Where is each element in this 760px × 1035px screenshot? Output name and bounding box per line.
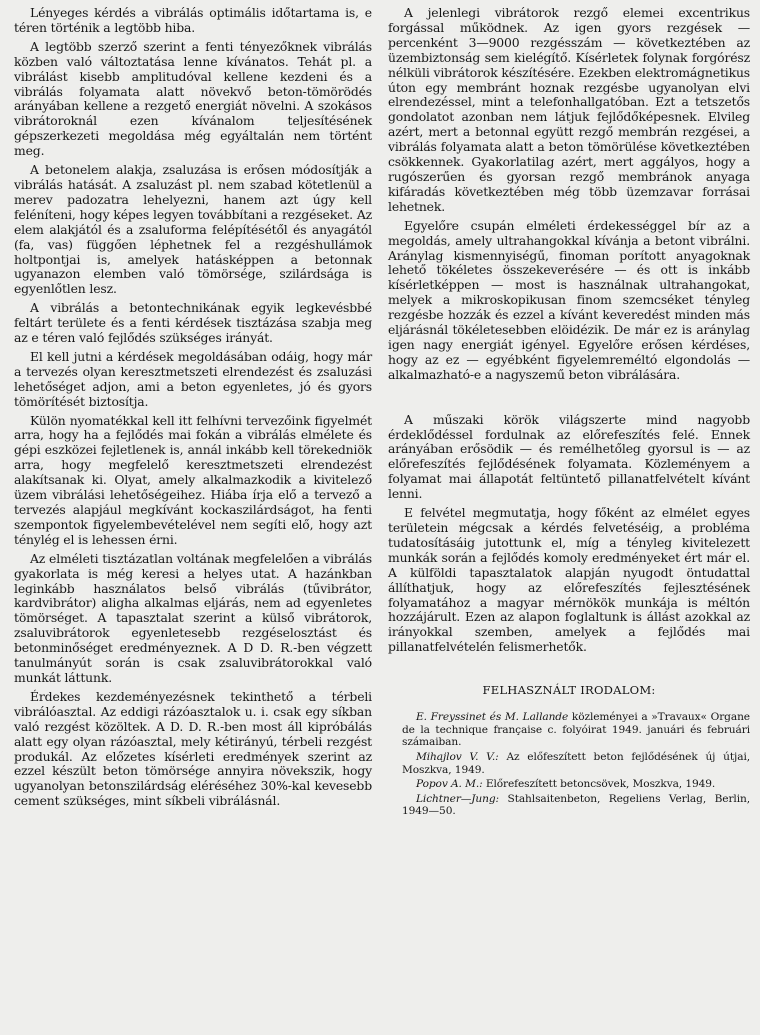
paragraph: A vibrálás a betontechnikának egyik legkevésbbé feltárt területe és a fenti kérdések tisztázása szabja meg az e téren való fejlődés szükséges irányát.: [14, 300, 372, 346]
reference-item: [388, 793, 750, 818]
reference-authors: Popov A. M.:: [416, 778, 483, 791]
paragraph: Külön nyomatékkal kell itt felhívni tervezőink figyelmét arra, hogy ha a fejlődés mai fokán a vibrálás elmélete és gépi eszközei fejletlenek is, annál inkább kell törekedniök arra, hogy megfelelő keresztmetszeti elrendezést alakítsanak ki. Olyat, amely alkalmazkodik a kivitelező üzem vibrálási lehetőségeihez. Hiába írja elő a tervező a tervezés alapjául megkívánt kockaszilárdságot, ha fenti szempontok figyelembevételével nem segíti elő, hogy azt ténylég el is lehessen érni.: [14, 412, 372, 547]
paragraph: E felvétel megmutatja, hogy főként az elmélet egyes területein mégcsak a kérdés felvetéséig, a probléma tudatosításáig jutottunk el, míg a tényleg kivitelezett munkák során a fejlődés komoly eredményeket ért már el. A külföldi tapasztalatok alapján nyugodt öntudattal állíthatjuk, hogy az előrefeszítés fejlesztésének folyamatához a magyar mérnökök munkája is méltón hozzájárult. Ezen az alapon foglaltunk is állást azokkal az irányokkal szemben, amelyek a fejlődés mai pillanatfelvételén felismerhetők.: [388, 505, 750, 655]
reference-authors: Mihajlov V. V.:: [416, 750, 499, 763]
paragraph: El kell jutni a kérdések megoldásában odáig, hogy már a tervezés olyan keresztmetszeti elrendezést és zsaluzási lehetőséget adjon, ami a beton egyenletes, jó és gyors tömörítését biztosítja.: [14, 348, 372, 409]
paragraph: A jelenlegi vibrátorok rezgő elemei excentrikus forgással működnek. Az igen gyors rezgések — percenként 3—9000 rezgésszám — következtében az üzembiztonság sem kielégítő. Kísérletek folynak forgórész nélküli vibrátorok készítésére. Ezekben elektromágnetikus úton egy membránt hoznak rezgésbe ugyanolyan elvi elrendezéssel, mint a telefonhallgatóban. Ezt a tetszetős gondolatot azonban nem látjuk fejlődőképesnek. Elvileg azért, mert a betonnal együtt rezgő membrán rezgései, a vibrálás folyamata alatt a beton tömörülése következtében csökkennek. Gyakorlatilag azért, mert aggályos, hogy a rugószerűen és gyorsan rezgő membránok anyaga kifáradás következtében még több üzemzavar forrásai lehetnek.: [388, 5, 750, 214]
reference-item: [388, 711, 750, 749]
paragraph: A műszaki körök világszerte mind nagyobb érdeklődéssel fordulnak az előrefeszítés felé. Ennek arányában erősödik — és remélhetőleg gyorsul is — az előrefeszítés fejlődésének folyamata. Közleményem a folyamat mai állapotát feltüntető pillanatfelvételt kívánt lenni.: [388, 411, 750, 502]
reference-authors: Lichtner—Jung:: [416, 792, 500, 805]
paragraph: Egyelőre csupán elméleti érdekességgel bír az a megoldás, amely ultrahangokkal kívánja a betont vibrálni. Aránylag kismennyiségű, finoman porított anyagoknak lehető tökéletes összekeverésére — és ott is inkább kísérletképpen — most is használnak ultrahangokat, melyek a mikroskopikusan finom szemcséket tényleg rezgésbe hozzák és ezzel a kívánt keveredést minden más eljárásnál tökéletesebben elöidézik. De már ez is aránylag igen nagy energiát igényel. Egyelőre erősen kérdéses, hogy az ez — egyébként figyelemreméltó elgondolás — alkalmazható-e a nagyszemű beton vibrálására.: [388, 217, 750, 382]
paragraph: A legtöbb szerző szerint a fenti tényezőknek vibrálás közben való változtatása lenne kívánatos. Tehát pl. a vibrálást kisebb amplitudóval kellene kezdeni és a vibrálás folyamata alatt növekvő beton-tömörödés arányában kellene a rezgető energiát növelni. A szokásos vibrátoroknál ezen kívánalom teljesítésének gépszerkezeti megoldása még egyáltalán nem történt meg.: [14, 38, 372, 159]
paragraph: Lényeges kérdés a vibrálás optimális időtartama is, e téren történik a legtöbb hiba.: [14, 5, 372, 35]
reference-text: Előrefeszített betoncsövek, Moszkva, 1949.: [485, 778, 716, 791]
reference-item: [388, 778, 750, 791]
paragraph: Érdekes kezdeményezésnek tekinthető a térbeli vibrálóasztal. Az eddigi rázóasztalok u. i. csak egy síkban való rezgést közöltek. A D. D. R.-ben most áll kipróbálás alatt egy olyan rázóasztal, mely kétirányú, térbeli rezgést produkál. Az előzetes kísérleti eredmények szerint az ezzel készült beton tömörsége annyira növekszik, hogy ugyanolyan betonszilárdság eléréséhez 30%-kal kevesebb cement szükséges, mint síkbeli vibrálásnál.: [14, 688, 372, 809]
reference-text: Stahlsaitenbeton, Regeliens Verlag, Berlin, 1949—50.: [402, 792, 750, 818]
reference-authors: E. Freyssinet és M. Lallande: [416, 711, 569, 724]
references-title: FELHASZNÁLT IRODALOM:: [482, 683, 656, 698]
right-column: [388, 6, 750, 820]
reference-text: közleményei a »Travaux« Organe de la technique française c. folyóirat 1949. januári és februári számaiban.: [402, 711, 750, 749]
paragraph: Az elméleti tisztázatlan voltának megfelelően a vibrálás gyakorlata is még keresi a helyes utat. A hazánkban leginkább használatos belső vibrálás (tűvibrátor, kardvibrátor) aligha alkalmas eljárás, nem ad egyenletes tömörséget. A tapasztalat szerint a külső vibrátorok, zsaluvibrátorok egyenletesebb rezgéselosztást és betonminőséget eredményeznek. A D D. R.-ben végzett tanulmányút során is csak zsaluvibrátorokkal való munkát láttunk.: [14, 550, 372, 685]
paragraph: A betonelem alakja, zsaluzása is erősen módosítják a vibrálás hatását. A zsaluzást pl. nem szabad kötetlenül a merev padozatra lehelyezni, hanem azt úgy kell feléníteni, hogy képes legyen továbbítani a rezgéseket. Az elem alakjától és a zsaluforma felépítésétől és anyagától (fa, vas) függően léphetnek fel a rezgéshullámok holtpontjai is, amelyek hatásképpen a betonnak ugyanazon elemben való tömörsége, szilárdsága is egyenlőtlen lesz.: [14, 162, 372, 297]
reference-item: [388, 751, 750, 776]
left-column: [14, 6, 372, 809]
reference-text: Az előfeszített beton fejlődésének új útjai, Moszkva, 1949.: [402, 750, 751, 776]
